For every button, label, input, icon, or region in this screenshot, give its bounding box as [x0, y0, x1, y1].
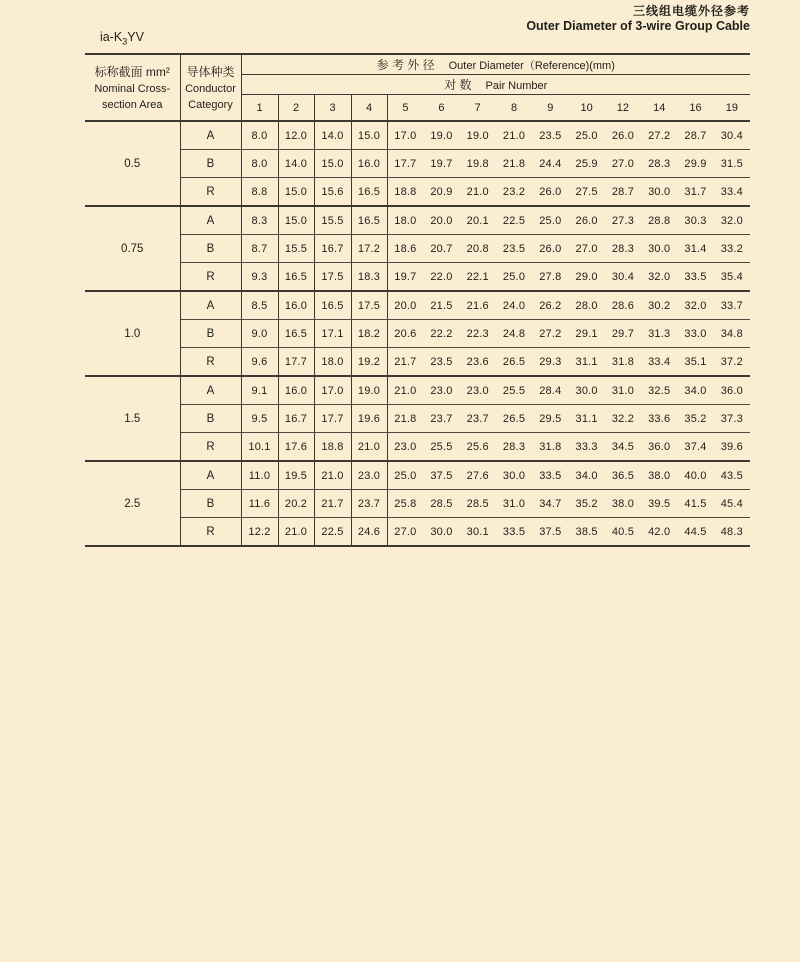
- table-cell: 16.5: [278, 320, 314, 348]
- row-category-cell: R: [180, 518, 241, 547]
- table-cell: 28.4: [532, 376, 568, 405]
- table-cell: 25.0: [496, 263, 532, 292]
- table-cell: 26.0: [532, 235, 568, 263]
- table-cell: 20.7: [423, 235, 459, 263]
- table-cell: 27.0: [568, 235, 604, 263]
- table-cell: 33.5: [677, 263, 713, 292]
- table-cell: 16.5: [351, 206, 387, 235]
- table-cell: 25.0: [568, 121, 604, 150]
- table-cell: 31.5: [714, 150, 750, 178]
- table-cell: 36.0: [714, 376, 750, 405]
- table-cell: 17.5: [351, 291, 387, 320]
- table-cell: 38.0: [641, 461, 677, 490]
- table-row: [85, 461, 750, 490]
- table-cell: 16.0: [278, 291, 314, 320]
- col-header-outer-diameter: 参 考 外 径 Outer Diameter（Reference)(mm): [241, 54, 750, 75]
- table-cell: 25.5: [496, 376, 532, 405]
- table-cell: 17.6: [278, 433, 314, 462]
- table-cell: 33.3: [568, 433, 604, 462]
- table-cell: 34.0: [677, 376, 713, 405]
- pair-col-header: 16: [677, 95, 713, 122]
- table-cell: 23.0: [460, 376, 496, 405]
- table-row: [85, 235, 750, 263]
- table-cell: 29.7: [605, 320, 641, 348]
- table-cell: 21.8: [387, 405, 423, 433]
- table-cell: 15.5: [314, 206, 351, 235]
- row-size-cell: 1.5: [85, 376, 180, 461]
- table-cell: 18.2: [351, 320, 387, 348]
- table-cell: 16.7: [314, 235, 351, 263]
- table-cell: 21.0: [314, 461, 351, 490]
- table-cell: 16.0: [278, 376, 314, 405]
- table-cell: 10.1: [241, 433, 278, 462]
- table-cell: 32.0: [641, 263, 677, 292]
- table-cell: 17.0: [314, 376, 351, 405]
- table-cell: 33.5: [496, 518, 532, 547]
- table-cell: 20.0: [387, 291, 423, 320]
- table-cell: 19.2: [351, 348, 387, 377]
- table-cell: 16.7: [278, 405, 314, 433]
- table-cell: 31.8: [532, 433, 568, 462]
- table-cell: 9.6: [241, 348, 278, 377]
- table-cell: 36.5: [605, 461, 641, 490]
- pair-col-header: 12: [605, 95, 641, 122]
- header-row-diameter: [85, 54, 750, 75]
- table-cell: 25.9: [568, 150, 604, 178]
- table-cell: 40.0: [677, 461, 713, 490]
- row-category-cell: R: [180, 433, 241, 462]
- table-cell: 30.4: [714, 121, 750, 150]
- table-cell: 43.5: [714, 461, 750, 490]
- table-cell: 8.3: [241, 206, 278, 235]
- table-cell: 19.7: [423, 150, 459, 178]
- row-category-cell: B: [180, 320, 241, 348]
- table-cell: 24.6: [351, 518, 387, 547]
- table-cell: 30.2: [641, 291, 677, 320]
- table-cell: 33.2: [714, 235, 750, 263]
- table-cell: 27.8: [532, 263, 568, 292]
- table-cell: 29.0: [568, 263, 604, 292]
- table-cell: 40.5: [605, 518, 641, 547]
- table-cell: 12.0: [278, 121, 314, 150]
- table-cell: 19.6: [351, 405, 387, 433]
- table-cell: 15.6: [314, 178, 351, 207]
- table-cell: 23.0: [351, 461, 387, 490]
- table-cell: 22.3: [460, 320, 496, 348]
- table-cell: 25.5: [423, 433, 459, 462]
- table-cell: 22.1: [460, 263, 496, 292]
- table-cell: 42.0: [641, 518, 677, 547]
- table-cell: 8.0: [241, 150, 278, 178]
- table-cell: 17.1: [314, 320, 351, 348]
- table-cell: 21.0: [496, 121, 532, 150]
- table-cell: 27.2: [641, 121, 677, 150]
- table-row: [85, 348, 750, 377]
- table-cell: 17.7: [314, 405, 351, 433]
- table-row: [85, 263, 750, 292]
- table-cell: 15.0: [278, 206, 314, 235]
- table-cell: 17.0: [387, 121, 423, 150]
- table-cell: 44.5: [677, 518, 713, 547]
- table-header: [85, 54, 750, 121]
- row-category-cell: B: [180, 490, 241, 518]
- table-cell: 38.0: [605, 490, 641, 518]
- diameter-table: [85, 53, 750, 547]
- table-cell: 37.4: [677, 433, 713, 462]
- table-cell: 17.2: [351, 235, 387, 263]
- table-cell: 32.0: [677, 291, 713, 320]
- table-cell: 32.2: [605, 405, 641, 433]
- document-title: [526, 4, 750, 34]
- pair-col-header: 6: [423, 95, 459, 122]
- table-cell: 39.6: [714, 433, 750, 462]
- table-cell: 29.3: [532, 348, 568, 377]
- table-cell: 27.6: [460, 461, 496, 490]
- table-cell: 34.0: [568, 461, 604, 490]
- table-cell: 28.5: [460, 490, 496, 518]
- table-cell: 21.8: [496, 150, 532, 178]
- table-cell: 19.0: [460, 121, 496, 150]
- table-cell: 15.0: [314, 150, 351, 178]
- table-cell: 27.3: [605, 206, 641, 235]
- table-cell: 30.3: [677, 206, 713, 235]
- table-cell: 29.5: [532, 405, 568, 433]
- table-cell: 21.0: [278, 518, 314, 547]
- table-cell: 45.4: [714, 490, 750, 518]
- table-cell: 32.0: [714, 206, 750, 235]
- row-size-cell: 1.0: [85, 291, 180, 376]
- table-cell: 37.3: [714, 405, 750, 433]
- table-cell: 48.3: [714, 518, 750, 547]
- table-cell: 31.1: [568, 348, 604, 377]
- table-cell: 33.6: [641, 405, 677, 433]
- table-cell: 27.0: [387, 518, 423, 547]
- row-category-cell: B: [180, 235, 241, 263]
- table-cell: 19.8: [460, 150, 496, 178]
- table-cell: 23.5: [496, 235, 532, 263]
- table-cell: 21.0: [351, 433, 387, 462]
- table-cell: 15.0: [351, 121, 387, 150]
- table-cell: 29.1: [568, 320, 604, 348]
- table-cell: 24.8: [496, 320, 532, 348]
- table-cell: 18.8: [387, 178, 423, 207]
- table-cell: 39.5: [641, 490, 677, 518]
- table-cell: 18.0: [387, 206, 423, 235]
- pair-col-header: 3: [314, 95, 351, 122]
- table-cell: 23.7: [423, 405, 459, 433]
- table-cell: 26.5: [496, 348, 532, 377]
- table-cell: 30.1: [460, 518, 496, 547]
- row-category-cell: A: [180, 376, 241, 405]
- table-cell: 26.0: [568, 206, 604, 235]
- row-category-cell: R: [180, 263, 241, 292]
- table-cell: 25.0: [532, 206, 568, 235]
- col-header-conductor-category: 导体种类 Conductor Category: [180, 54, 241, 121]
- table-cell: 31.1: [568, 405, 604, 433]
- table-cell: 17.7: [387, 150, 423, 178]
- row-size-cell: 0.5: [85, 121, 180, 206]
- table-cell: 41.5: [677, 490, 713, 518]
- table-cell: 30.4: [605, 263, 641, 292]
- row-category-cell: A: [180, 206, 241, 235]
- row-category-cell: A: [180, 121, 241, 150]
- table-cell: 31.0: [605, 376, 641, 405]
- table-cell: 23.7: [460, 405, 496, 433]
- pair-col-header: 14: [641, 95, 677, 122]
- table-cell: 15.5: [278, 235, 314, 263]
- table-cell: 27.0: [605, 150, 641, 178]
- table-cell: 28.7: [677, 121, 713, 150]
- table-cell: 17.7: [278, 348, 314, 377]
- table-cell: 22.0: [423, 263, 459, 292]
- table-cell: 17.5: [314, 263, 351, 292]
- table-cell: 22.2: [423, 320, 459, 348]
- row-category-cell: A: [180, 461, 241, 490]
- table-cell: 25.0: [387, 461, 423, 490]
- table-cell: 23.6: [460, 348, 496, 377]
- table-cell: 33.4: [641, 348, 677, 377]
- table-cell: 23.5: [423, 348, 459, 377]
- table-cell: 28.3: [496, 433, 532, 462]
- table-cell: 20.0: [423, 206, 459, 235]
- table-cell: 33.7: [714, 291, 750, 320]
- table-cell: 15.0: [278, 178, 314, 207]
- table-cell: 21.0: [460, 178, 496, 207]
- pair-col-header: 1: [241, 95, 278, 122]
- pair-col-header: 19: [714, 95, 750, 122]
- title-chinese: 三线组电缆外径参考: [632, 4, 750, 18]
- table-cell: 28.5: [423, 490, 459, 518]
- table-cell: 30.0: [423, 518, 459, 547]
- table-cell: 8.5: [241, 291, 278, 320]
- table-cell: 23.5: [532, 121, 568, 150]
- table-cell: 28.8: [641, 206, 677, 235]
- model-subscript: 3: [122, 36, 128, 47]
- cable-model-label: $ia-K_3YV$: [100, 30, 144, 47]
- table-cell: 9.0: [241, 320, 278, 348]
- table-cell: 18.8: [314, 433, 351, 462]
- table-cell: 20.2: [278, 490, 314, 518]
- table-cell: 19.5: [278, 461, 314, 490]
- table-cell: 19.0: [351, 376, 387, 405]
- table-cell: 18.0: [314, 348, 351, 377]
- table-cell: 33.5: [532, 461, 568, 490]
- table-cell: 31.3: [641, 320, 677, 348]
- pair-col-header: 7: [460, 95, 496, 122]
- col-header-pair-number: 对 数 Pair Number: [241, 75, 750, 95]
- table-cell: 9.3: [241, 263, 278, 292]
- table-cell: 16.5: [278, 263, 314, 292]
- table-cell: 36.0: [641, 433, 677, 462]
- table-cell: 33.0: [677, 320, 713, 348]
- table-row: [85, 150, 750, 178]
- table-cell: 22.5: [496, 206, 532, 235]
- table-row: [85, 405, 750, 433]
- table-cell: 31.7: [677, 178, 713, 207]
- table-row: [85, 490, 750, 518]
- table-cell: 32.5: [641, 376, 677, 405]
- table-cell: 16.5: [314, 291, 351, 320]
- row-category-cell: R: [180, 178, 241, 207]
- row-category-cell: B: [180, 150, 241, 178]
- table-cell: 38.5: [568, 518, 604, 547]
- table-cell: 26.0: [532, 178, 568, 207]
- table-cell: 30.0: [568, 376, 604, 405]
- table-cell: 37.5: [532, 518, 568, 547]
- table-cell: 27.5: [568, 178, 604, 207]
- table-cell: 35.2: [568, 490, 604, 518]
- table-cell: 25.6: [460, 433, 496, 462]
- table-cell: 14.0: [278, 150, 314, 178]
- table-cell: 19.0: [423, 121, 459, 150]
- table-cell: 9.1: [241, 376, 278, 405]
- table-cell: 20.9: [423, 178, 459, 207]
- table-cell: 18.6: [387, 235, 423, 263]
- table-cell: 26.2: [532, 291, 568, 320]
- table-cell: 12.2: [241, 518, 278, 547]
- table-row: [85, 433, 750, 462]
- table-cell: 14.0: [314, 121, 351, 150]
- table-row: [85, 178, 750, 207]
- table-cell: 28.7: [605, 178, 641, 207]
- table-cell: 33.4: [714, 178, 750, 207]
- table-cell: 23.0: [423, 376, 459, 405]
- table-cell: 23.2: [496, 178, 532, 207]
- table-cell: 22.5: [314, 518, 351, 547]
- table-cell: 18.3: [351, 263, 387, 292]
- table-cell: 20.1: [460, 206, 496, 235]
- table-cell: 35.1: [677, 348, 713, 377]
- table-cell: 11.0: [241, 461, 278, 490]
- table-cell: 11.6: [241, 490, 278, 518]
- pair-col-header: 4: [351, 95, 387, 122]
- row-size-cell: 0.75: [85, 206, 180, 291]
- table-cell: 21.0: [387, 376, 423, 405]
- table-row: [85, 320, 750, 348]
- table-cell: 20.6: [387, 320, 423, 348]
- pair-col-header: 9: [532, 95, 568, 122]
- table-cell: 16.5: [351, 178, 387, 207]
- table-cell: 31.0: [496, 490, 532, 518]
- table-cell: 30.0: [641, 235, 677, 263]
- table-cell: 8.7: [241, 235, 278, 263]
- table-row: [85, 121, 750, 150]
- table-cell: 19.7: [387, 263, 423, 292]
- table-cell: 35.2: [677, 405, 713, 433]
- table-cell: 16.0: [351, 150, 387, 178]
- table-cell: 28.3: [641, 150, 677, 178]
- table-cell: 25.8: [387, 490, 423, 518]
- table-row: [85, 376, 750, 405]
- table-cell: 23.0: [387, 433, 423, 462]
- table-cell: 34.7: [532, 490, 568, 518]
- col-header-nominal-area: 标称截面 mm² Nominal Cross- section Area: [85, 54, 180, 121]
- table-row: [85, 291, 750, 320]
- pair-col-header: 10: [568, 95, 604, 122]
- title-english: Outer Diameter of 3-wire Group Cable: [526, 19, 750, 33]
- table-cell: 28.0: [568, 291, 604, 320]
- pair-col-header: 2: [278, 95, 314, 122]
- row-category-cell: R: [180, 348, 241, 377]
- table-cell: 34.8: [714, 320, 750, 348]
- table-cell: 9.5: [241, 405, 278, 433]
- table-cell: 28.6: [605, 291, 641, 320]
- table-body: [85, 121, 750, 546]
- table-cell: 28.3: [605, 235, 641, 263]
- table-cell: 21.7: [314, 490, 351, 518]
- table-cell: 26.5: [496, 405, 532, 433]
- table-cell: 37.5: [423, 461, 459, 490]
- table-cell: 37.2: [714, 348, 750, 377]
- table-cell: 35.4: [714, 263, 750, 292]
- table-cell: 31.8: [605, 348, 641, 377]
- row-size-cell: 2.5: [85, 461, 180, 546]
- table-cell: 21.6: [460, 291, 496, 320]
- table-cell: 31.4: [677, 235, 713, 263]
- table-cell: 8.8: [241, 178, 278, 207]
- table-cell: 21.7: [387, 348, 423, 377]
- row-category-cell: B: [180, 405, 241, 433]
- table-cell: 34.5: [605, 433, 641, 462]
- table-cell: 8.0: [241, 121, 278, 150]
- table-row: [85, 518, 750, 547]
- row-category-cell: A: [180, 291, 241, 320]
- table-cell: 30.0: [496, 461, 532, 490]
- table-row: [85, 206, 750, 235]
- pair-col-header: 5: [387, 95, 423, 122]
- table-cell: 23.7: [351, 490, 387, 518]
- table-cell: 26.0: [605, 121, 641, 150]
- table-cell: 30.0: [641, 178, 677, 207]
- table-cell: 27.2: [532, 320, 568, 348]
- table-cell: 24.4: [532, 150, 568, 178]
- table-cell: 21.5: [423, 291, 459, 320]
- table-cell: 20.8: [460, 235, 496, 263]
- table-cell: 29.9: [677, 150, 713, 178]
- table-cell: 24.0: [496, 291, 532, 320]
- pair-col-header: 8: [496, 95, 532, 122]
